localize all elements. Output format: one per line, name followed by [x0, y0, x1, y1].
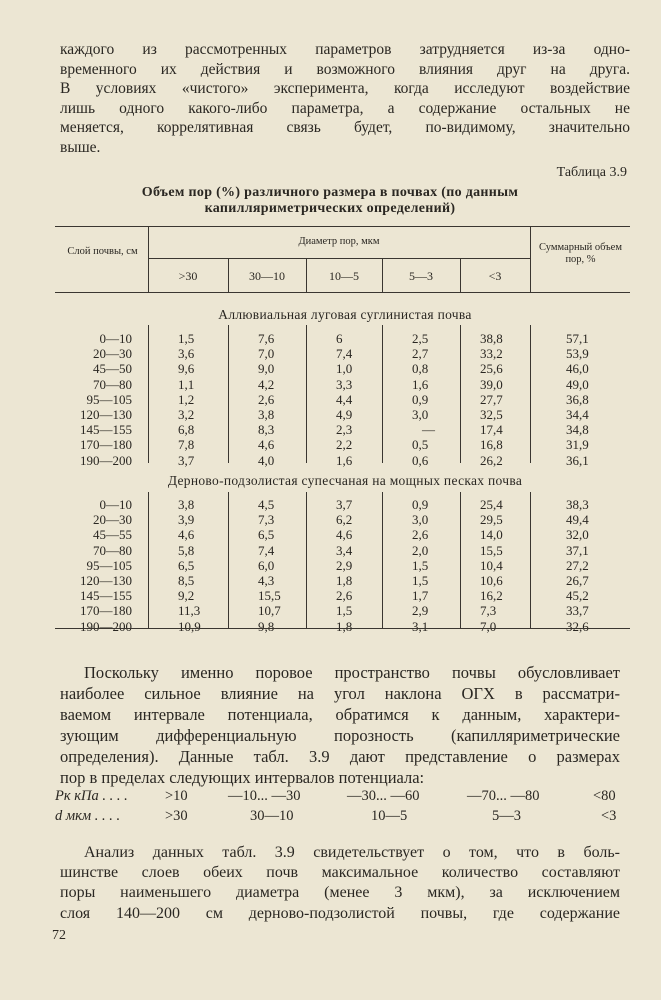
- table-cell-value: 9,0: [258, 361, 275, 377]
- table-cell-value: 3,9: [178, 512, 195, 528]
- table-cell-layer: 145—155: [80, 588, 132, 604]
- text-line: поры наименьшего диаметра (менее 3 мкм), за исключением: [60, 884, 620, 902]
- column-divider: [530, 492, 531, 628]
- header-diameter: Диаметр пор, мкм: [298, 236, 380, 247]
- table-cell-value: 4,0: [258, 452, 275, 468]
- header-col: 5—3: [409, 269, 433, 283]
- table-cell-value: 0,9: [412, 497, 429, 512]
- diameter-value: <3: [601, 808, 617, 824]
- table-cell-value: 2,6: [258, 391, 275, 407]
- table-cell-layer: 95—105: [86, 391, 132, 407]
- table-cell-value: 49,0: [566, 376, 589, 392]
- table-title-line: Объем пор (%) различного размера в почвах (по данным: [141, 185, 519, 200]
- table-cell-value: 3,7: [178, 452, 195, 468]
- header-col: 10—5: [329, 269, 359, 283]
- table-cell-value: 1,7: [412, 588, 429, 604]
- table-cell-value: 2,9: [412, 603, 429, 619]
- table-cell-value: 32,6: [566, 618, 589, 634]
- text-line: выше.: [60, 138, 101, 156]
- header-col: 30—10: [249, 269, 285, 283]
- potential-row: [55, 788, 630, 806]
- diameter-value: 10—5: [371, 808, 408, 824]
- text-line: ваемом интервале потенциала, обратимся к данным, характери-: [60, 705, 620, 724]
- table-cell-layer: 120—130: [80, 407, 132, 422]
- table-cell-value: 36,8: [566, 391, 589, 407]
- table-cell-value: 1,5: [178, 331, 195, 346]
- table-cell-value: 36,1: [566, 452, 589, 468]
- table-title-line: капилляриметрических определений): [204, 201, 456, 216]
- table-cell-value: 10,9: [178, 618, 201, 634]
- table-cell-value: 53,9: [566, 346, 589, 362]
- table-cell-value: 15,5: [480, 542, 503, 558]
- table-cell-value: 10,4: [480, 557, 503, 573]
- table-cell-value: 2,6: [412, 527, 429, 543]
- table-cell-value: 9,2: [178, 588, 195, 604]
- table-cell-value: 3,1: [412, 618, 429, 634]
- table-label: Таблица 3.9: [556, 165, 627, 180]
- table-cell-value: 4,5: [258, 497, 275, 512]
- table-cell-value: 4,6: [336, 527, 353, 543]
- text-line: Поскольку именно поровое пространство почвы обусловливает: [84, 663, 620, 682]
- page-number: 72: [52, 928, 66, 943]
- column-divider: [306, 325, 307, 463]
- potential-value: —10... —30: [228, 788, 301, 804]
- table-cell-value: 3,0: [412, 407, 429, 422]
- table-cell-value: 1,6: [412, 376, 429, 392]
- intro-paragraph: [60, 40, 630, 158]
- middle-paragraph: [60, 662, 620, 788]
- table-cell-layer: 190—200: [80, 452, 132, 468]
- text-line: зующим дифференциальную порозность (капилляриметрические: [60, 726, 620, 745]
- table-cell-value: 4,6: [258, 437, 275, 453]
- diameter-value: 5—3: [492, 808, 521, 824]
- table-cell-value: 31,9: [566, 437, 589, 453]
- column-divider: [228, 325, 229, 463]
- potential-label: Pк кПа . . . .: [55, 788, 128, 804]
- table-cell-value: —: [422, 422, 435, 438]
- table-cell-value: 0,6: [412, 452, 429, 468]
- table-cell-value: 1,8: [336, 618, 353, 634]
- table-cell-value: 7,0: [480, 618, 497, 634]
- table-cell-value: 6,2: [336, 512, 353, 528]
- table-cell-layer: 70—80: [93, 376, 132, 392]
- table-cell-value: 27,7: [480, 391, 503, 407]
- table-cell-value: 2,7: [412, 346, 429, 362]
- header-divider: [530, 226, 531, 292]
- table-cell-layer: 190—200: [80, 618, 132, 634]
- table-cell-value: 7,4: [258, 542, 275, 558]
- header-layer: Слой почвы, см: [67, 246, 138, 257]
- table-cell-layer: 95—105: [86, 557, 132, 573]
- header-col: <3: [488, 269, 502, 283]
- table-cell-value: 4,4: [336, 391, 353, 407]
- table-cell-value: 34,8: [566, 422, 589, 438]
- table-cell-layer: 0—10: [99, 497, 132, 512]
- table-cell-value: 38,3: [566, 497, 589, 512]
- table-cell-value: 2,3: [336, 422, 353, 438]
- header-bottom-rule: [55, 292, 630, 293]
- table-cell-value: 34,4: [566, 407, 589, 422]
- section-title: Дерново-подзолистая супесчаная на мощных песках почва: [167, 473, 523, 488]
- table-cell-layer: 45—55: [93, 527, 132, 543]
- table-cell-value: 10,6: [480, 573, 503, 588]
- table-cell-value: 27,2: [566, 557, 589, 573]
- table-cell-layer: 120—130: [80, 573, 132, 588]
- table-cell-layer: 170—180: [80, 603, 132, 619]
- table-cell-value: 6,0: [258, 557, 275, 573]
- table-cell-value: 0,5: [412, 437, 429, 453]
- table-cell-value: 26,7: [566, 573, 589, 588]
- table-cell-value: 7,3: [258, 512, 275, 528]
- table-cell-value: 9,8: [258, 618, 275, 634]
- header-col: >30: [178, 269, 198, 283]
- text-line: лишь одного какого-либо параметра, а содержание остальных не: [60, 99, 630, 117]
- table-cell-value: 0,8: [412, 361, 429, 377]
- table-cell-value: 33,2: [480, 346, 503, 362]
- table-cell-layer: 145—155: [80, 422, 132, 438]
- table-cell-value: 8,5: [178, 573, 195, 588]
- table-cell-value: 7,4: [336, 346, 353, 362]
- table-cell-value: 25,6: [480, 361, 503, 377]
- column-divider: [148, 325, 149, 463]
- table-cell-value: 3,7: [336, 497, 353, 512]
- analysis-paragraph: [60, 843, 620, 924]
- text-line: определения). Данные табл. 3.9 дают представление о размерах: [60, 747, 620, 766]
- table-cell-value: 26,2: [480, 452, 503, 468]
- table-cell-value: 3,0: [412, 512, 429, 528]
- table-cell-value: 11,3: [178, 603, 201, 619]
- diameter-label: d мкм . . . .: [55, 808, 121, 824]
- column-divider: [148, 492, 149, 628]
- column-divider: [306, 492, 307, 628]
- section-title: Аллювиальная луговая суглинистая почва: [218, 307, 472, 322]
- table-cell-value: 16,8: [480, 437, 503, 453]
- table-cell-value: 14,0: [480, 527, 503, 543]
- table-cell-value: 39,0: [480, 376, 503, 392]
- column-divider: [228, 492, 229, 628]
- table-cell-value: 32,5: [480, 407, 503, 422]
- table-cell-value: 3,8: [178, 497, 195, 512]
- table-cell-value: 32,0: [566, 527, 589, 543]
- table-cell-value: 7,8: [178, 437, 195, 453]
- table-cell-value: 1,5: [412, 557, 429, 573]
- text-line: каждого из рассмотренных параметров затрудняется из-за одно-: [60, 41, 630, 58]
- table-cell-value: 38,8: [480, 331, 503, 346]
- table-title: [100, 185, 560, 217]
- table-cell-value: 6: [336, 331, 343, 346]
- text-line: пор в пределах следующих интервалов потенциала:: [60, 768, 425, 787]
- potential-value: —70... —80: [467, 788, 540, 804]
- text-line: В условиях «чистого» эксперимента, когда исследуют воздействие: [60, 80, 630, 98]
- table-cell-value: 4,3: [258, 573, 275, 588]
- table-cell-value: 3,3: [336, 376, 353, 392]
- table-cell-value: 49,4: [566, 512, 589, 528]
- text-line: Анализ данных табл. 3.9 свидетельствует о том, что в боль-: [84, 844, 620, 861]
- table-cell-layer: 0—10: [99, 331, 132, 346]
- table-cell-value: 1,1: [178, 376, 195, 392]
- table-cell-value: 9,6: [178, 361, 195, 377]
- table-cell-value: 1,5: [336, 603, 353, 619]
- table-cell-layer: 45—50: [93, 361, 132, 377]
- table-cell-value: 6,8: [178, 422, 195, 438]
- table-bottom-rule: [55, 628, 630, 629]
- text-line: меняется, коррелятивная связь будет, по-видимому, значительно: [60, 119, 630, 137]
- table-cell-value: 45,2: [566, 588, 589, 604]
- table-cell-value: 1,0: [336, 361, 353, 377]
- table-cell-value: 25,4: [480, 497, 503, 512]
- table-cell-value: 3,8: [258, 407, 275, 422]
- table-cell-value: 57,1: [566, 331, 589, 346]
- table-cell-value: 5,8: [178, 542, 195, 558]
- text-line: шинстве слоев обеих почв максимальное количество составляют: [60, 864, 620, 882]
- header-mid-rule: [148, 258, 530, 259]
- table-cell-value: 16,2: [480, 588, 503, 604]
- column-divider: [460, 492, 461, 628]
- table-cell-value: 3,4: [336, 542, 353, 558]
- table-cell-value: 7,3: [480, 603, 497, 619]
- table-cell-value: 6,5: [178, 557, 195, 573]
- header-total: Суммарный объем пор, %: [539, 242, 622, 265]
- table-cell-value: 6,5: [258, 527, 275, 543]
- text-line: слоя 140—200 см дерново-подзолистой почвы, где содержание: [60, 904, 620, 922]
- table-cell-value: 7,6: [258, 331, 275, 346]
- table-cell-value: 29,5: [480, 512, 503, 528]
- table-cell-value: 0,9: [412, 391, 429, 407]
- table-cell-value: 37,1: [566, 542, 589, 558]
- table-cell-value: 1,6: [336, 452, 353, 468]
- table-cell-layer: 70—80: [93, 542, 132, 558]
- table-cell-value: 2,5: [412, 331, 429, 346]
- table-cell-value: 10,7: [258, 603, 281, 619]
- text-line: временного их действия и возможного влияния друг на друга.: [60, 60, 630, 78]
- potential-value: >10: [165, 788, 188, 804]
- column-divider: [382, 325, 383, 463]
- table-cell-value: 1,2: [178, 391, 195, 407]
- table-cell-layer: 170—180: [80, 437, 132, 453]
- table-cell-value: 8,3: [258, 422, 275, 438]
- table-cell-value: 4,9: [336, 407, 353, 422]
- table-cell-value: 4,6: [178, 527, 195, 543]
- table-cell-value: 2,2: [336, 437, 353, 453]
- column-divider: [382, 492, 383, 628]
- table-cell-value: 3,6: [178, 346, 195, 362]
- table-cell-value: 1,8: [336, 573, 353, 588]
- table-cell-value: 4,2: [258, 376, 275, 392]
- table-cell-value: 46,0: [566, 361, 589, 377]
- table-cell-value: 2,9: [336, 557, 353, 573]
- diameter-value: 30—10: [250, 808, 294, 824]
- table-cell-value: 33,7: [566, 603, 589, 619]
- text-line: наиболее сильное влияние на угол наклона ОГХ в рассматри-: [60, 684, 620, 703]
- column-divider: [530, 325, 531, 463]
- diameter-value: >30: [165, 808, 188, 824]
- table-top-rule: [55, 226, 630, 227]
- potential-value: —30... —60: [347, 788, 420, 804]
- table-cell-value: 15,5: [258, 588, 281, 604]
- table-cell-value: 1,5: [412, 573, 429, 588]
- table-cell-value: 2,0: [412, 542, 429, 558]
- table-cell-value: 7,0: [258, 346, 275, 362]
- diameter-row: [55, 808, 630, 826]
- potential-value: <80: [593, 788, 616, 804]
- table-cell-layer: 20—30: [93, 346, 132, 362]
- table-cell-layer: 20—30: [93, 512, 132, 528]
- table-cell-value: 3,2: [178, 407, 195, 422]
- column-divider: [460, 325, 461, 463]
- table-cell-value: 2,6: [336, 588, 353, 604]
- table-cell-value: 17,4: [480, 422, 503, 438]
